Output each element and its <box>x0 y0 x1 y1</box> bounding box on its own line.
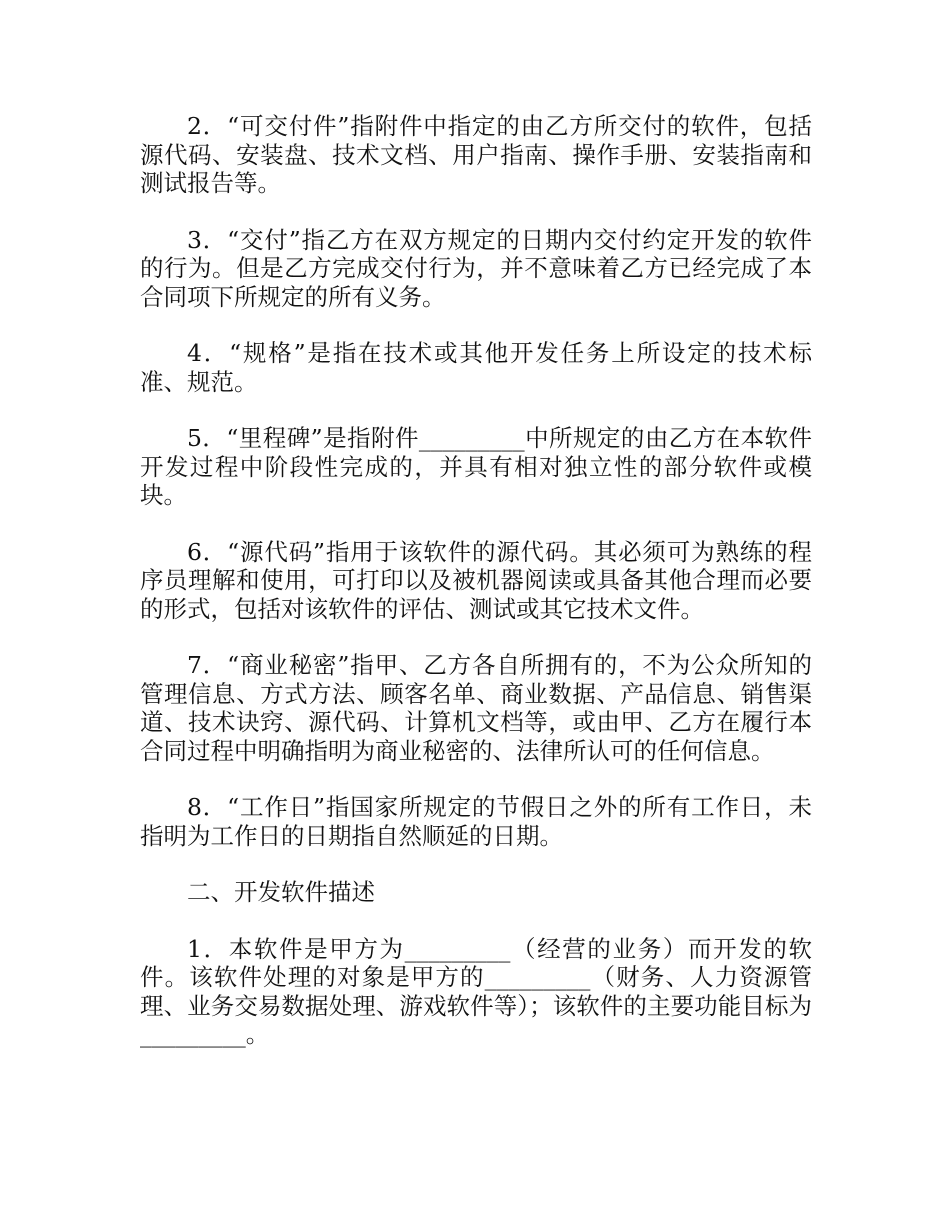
paragraph-software-purpose: 1．本软件是甲方为_________（经营的业务）而开发的软件。该软件处理的对象是甲方的_________（财务、人力资源管理、业务交易数据处理、游戏软件等）；该软件的主要功能目标为_________。 <box>140 934 812 1048</box>
paragraph-working-day: 8．“工作日”指国家所规定的节假日之外的所有工作日，未指明为工作日的日期指自然顺延的日期。 <box>140 793 812 850</box>
document-body <box>140 112 812 1077</box>
paragraph-deliverables: 2．“可交付件”指附件中指定的由乙方所交付的软件，包括源代码、安装盘、技术文档、用户指南、操作手册、安装指南和测试报告等。 <box>140 112 812 197</box>
paragraph-source-code: 6．“源代码”指用于该软件的源代码。其必须可为熟练的程序员理解和使用，可打印以及被机器阅读或具备其他合理而必要的形式，包括对该软件的评估、测试或其它技术文件。 <box>140 537 812 623</box>
paragraph-milestone: 5．“里程碑”是指附件_________中所规定的由乙方在本软件开发过程中阶段性完成的，并具有相对独立性的部分软件或模块。 <box>140 424 812 509</box>
paragraph-delivery: 3．“交付”指乙方在双方规定的日期内交付约定开发的软件的行为。但是乙方完成交付行为，并不意味着乙方已经完成了本合同项下所规定的所有义务。 <box>140 225 812 311</box>
section-heading-software-description: 二、开发软件描述 <box>187 878 375 906</box>
paragraph-specification: 4．“规格”是指在技术或其他开发任务上所设定的技术标准、规范。 <box>140 339 812 396</box>
paragraph-trade-secret: 7．“商业秘密”指甲、乙方各自所拥有的，不为公众所知的管理信息、方式方法、顾客名单、商业数据、产品信息、销售渠道、技术诀窍、源代码、计算机文档等，或由甲、乙方在履行本合同过程中明确指明为商业秘密的、法律所认可的任何信息。 <box>140 651 812 765</box>
